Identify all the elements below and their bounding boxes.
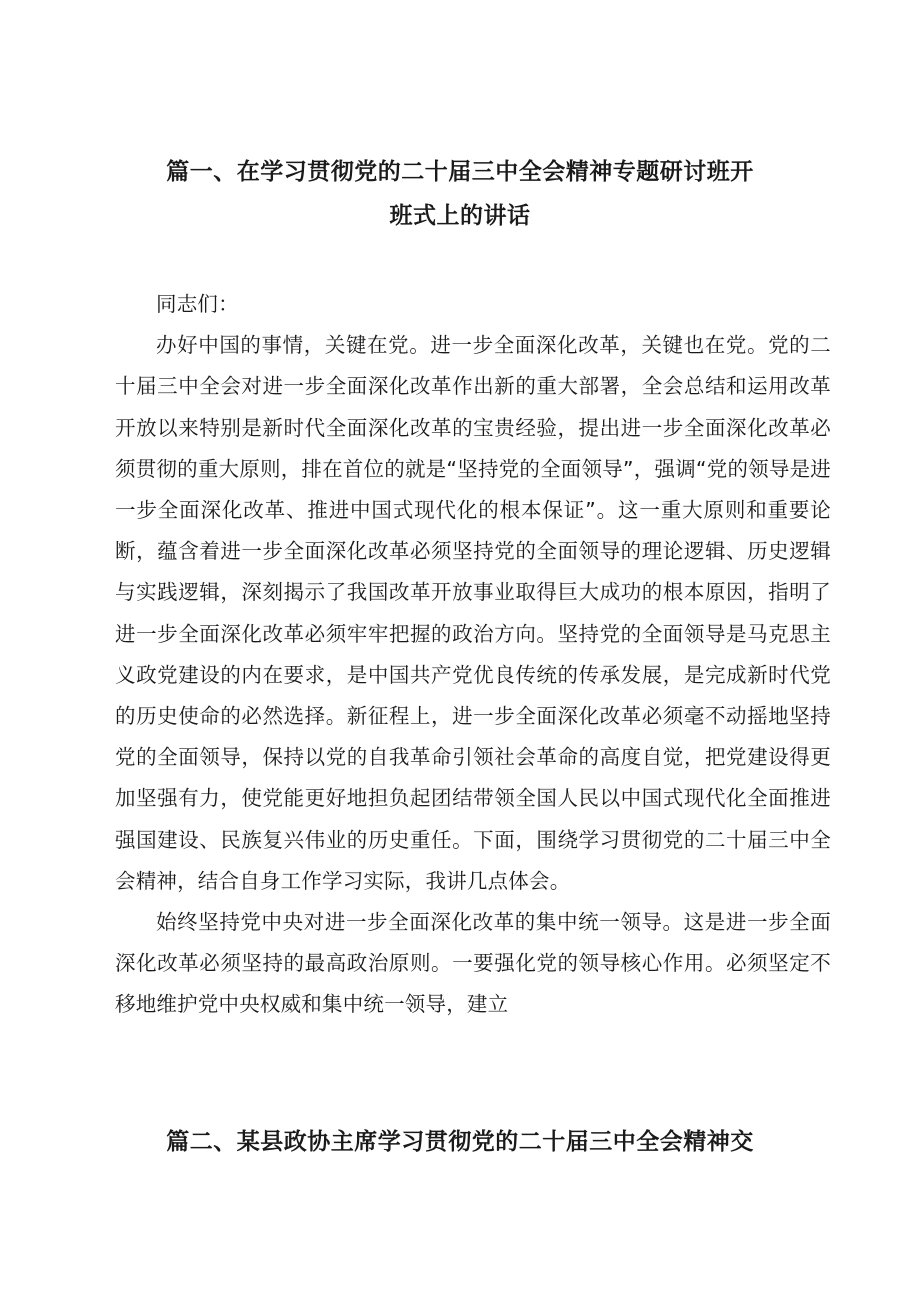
document-title-1 — [100, 150, 820, 238]
paragraph-2: 始终坚持党中央对进一步全面深化改革的集中统一领导。这是进一步全面深化改革必须坚持的最高政治原则。一要强化党的领导核心作用。必须坚定不移地维护党中央权威和集中统一领导，建立 — [115, 910, 831, 1017]
title-1-line-2: 班式上的讲话 — [389, 203, 531, 229]
title-1-line-1: 篇一、在学习贯彻党的二十届三中全会精神专题研讨班开 — [166, 159, 754, 185]
document-title-2: 篇二、某县政协主席学习贯彻党的二十届三中全会精神交 — [166, 1129, 754, 1155]
document-body — [115, 284, 831, 1026]
salutation: 同志们： — [156, 292, 239, 316]
paragraph-1: 办好中国的事情，关键在党。进一步全面深化改革，关键也在党。党的二十届三中全会对进一步全面深化改革作出新的重大部署，全会总结和运用改革开放以来特别是新时代全面深化改革的宝贵经验，提出进一步全面深化改革必须贯彻的重大原则，排在首位的就是“坚持党的全面领导”，强调“党的领导是进一步全面深化改革、推进中国式现代化的根本保证”。这一重大原则和重要论断，蕴含着进一步全面深化改革必须坚持党的全面领导的理论逻辑、历史逻辑与实践逻辑，深刻揭示了我国改革开放事业取得巨大成功的根本原因，指明了进一步全面深化改革必须牢牢把握的政治方向。坚持党的全面领导是马克思主义政党建设的内在要求，是中国共产党优良传统的传承发展，是完成新时代党的历史使命的必然选择。新征程上，进一步全面深化改革必须毫不动摇地坚持党的全面领导，保持以党的自我革命引领社会革命的高度自觉，把党建设得更加坚强有力，使党能更好地担负起团结带领全国人民以中国式现代化全面推进强国建设、民族复兴伟业的历史重任。下面，围绕学习贯彻党的二十届三中全会精神，结合自身工作学习实际，我讲几点体会。 — [115, 333, 831, 893]
